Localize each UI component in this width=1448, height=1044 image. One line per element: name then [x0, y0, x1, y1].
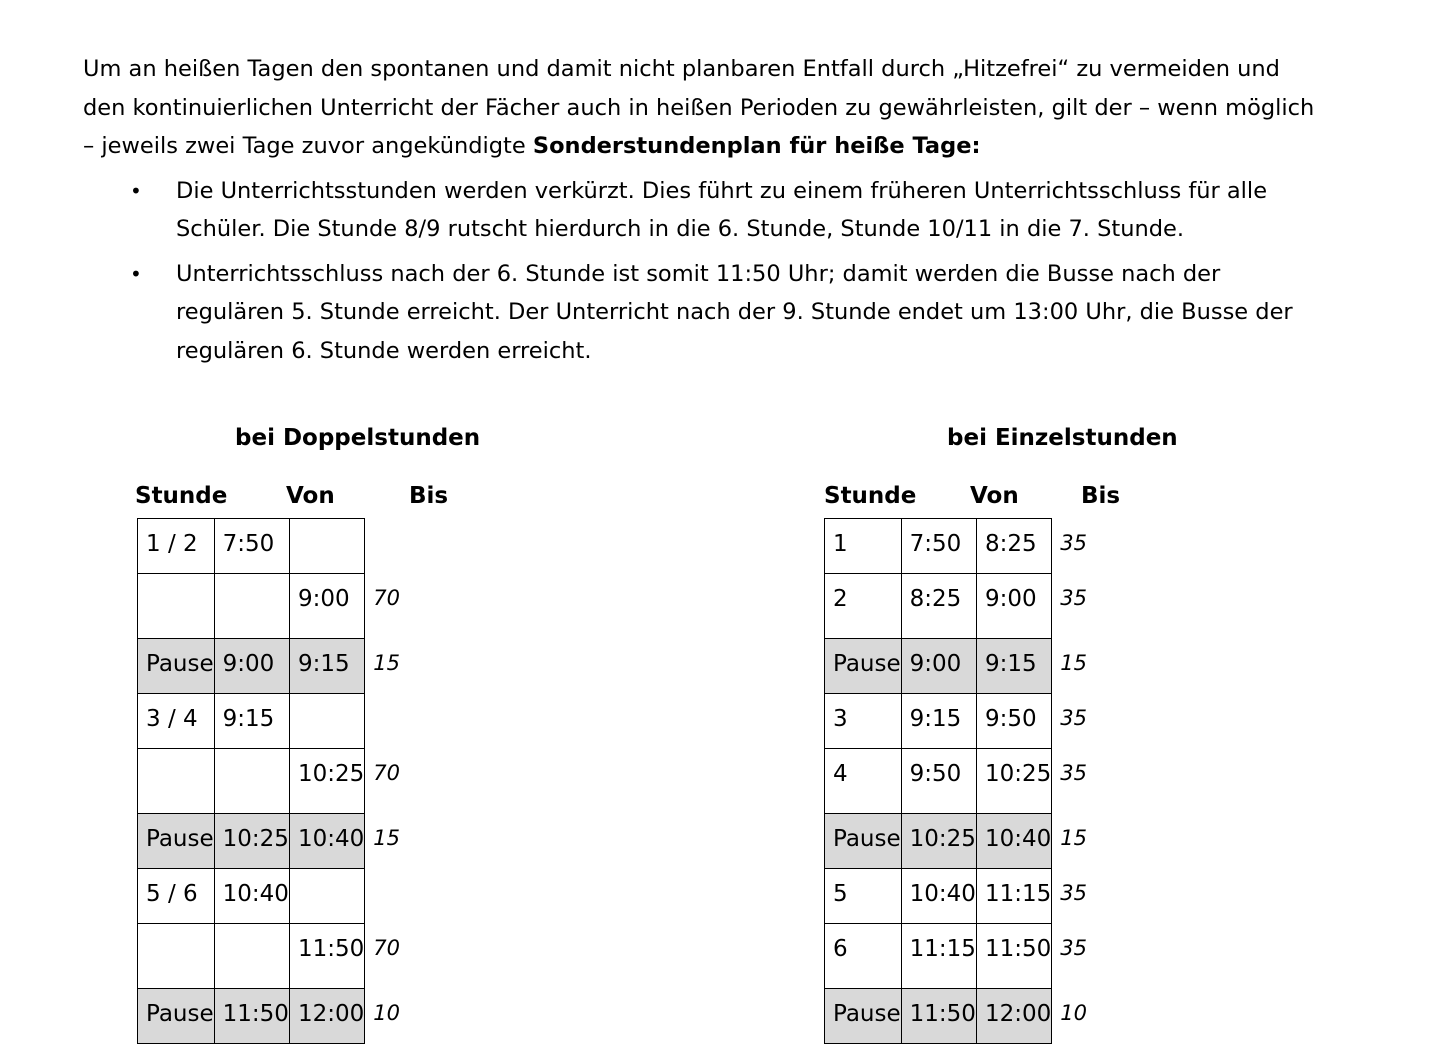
- stunde-cell: 2: [825, 574, 902, 639]
- column-header-von: Von: [970, 483, 1019, 509]
- minutes-cell: 35: [1052, 694, 1088, 749]
- stunde-cell: 3: [825, 694, 902, 749]
- stunde-cell: Pause: [138, 989, 215, 1044]
- minutes-cell: 70: [365, 574, 401, 639]
- von-cell: [214, 924, 289, 989]
- bis-cell: [289, 519, 364, 574]
- bis-cell: [289, 869, 364, 924]
- minutes-cell: 35: [1052, 924, 1088, 989]
- intro-text: Um an heißen Tagen den spontanen und damit nicht planbaren Entfall durch „Hitzefrei“ zu vermeiden und den kontinuierlichen Unterricht der Fächer auch in heißen Perioden zu gewährleisten, gilt der – wenn möglich – jeweils zwei Tage zuvor angekündigte: [83, 56, 1315, 159]
- minutes-cell: 70: [365, 924, 401, 989]
- von-cell: 7:50: [214, 519, 289, 574]
- table-row: [825, 519, 1088, 574]
- table-row: [138, 869, 401, 924]
- stunde-cell: 1 / 2: [138, 519, 215, 574]
- bullet-list: [83, 172, 1323, 371]
- von-cell: 8:25: [901, 574, 976, 639]
- bis-cell: 10:40: [976, 814, 1051, 869]
- bullet-icon: •: [130, 178, 142, 203]
- stunde-cell: 5: [825, 869, 902, 924]
- table-row: [138, 924, 401, 989]
- stunde-cell: 3 / 4: [138, 694, 215, 749]
- minutes-cell: 35: [1052, 869, 1088, 924]
- table-row: [825, 749, 1088, 814]
- bis-cell: 9:00: [976, 574, 1051, 639]
- bis-cell: 8:25: [976, 519, 1051, 574]
- stunde-cell: Pause: [138, 639, 215, 694]
- bullet-text: Unterrichtsschluss nach der 6. Stunde ist somit 11:50 Uhr; damit werden die Busse nach der regulären 5. Stunde erreicht. Der Unterricht nach der 9. Stunde endet um 13:00 Uhr, die Busse der regulären 6. Stunde werden erreicht.: [176, 260, 1293, 364]
- intro-bold-text: Sonderstundenplan für heiße Tage:: [532, 133, 981, 159]
- pause-row: [825, 989, 1088, 1044]
- von-cell: 9:00: [214, 639, 289, 694]
- column-header-bis: Bis: [1081, 483, 1121, 509]
- bullet-item: [83, 172, 1323, 249]
- minutes-cell: 35: [1052, 749, 1088, 814]
- bis-cell: 11:15: [976, 869, 1051, 924]
- table-row: [138, 574, 401, 639]
- bis-cell: 11:50: [976, 924, 1051, 989]
- minutes-cell: 15: [1052, 814, 1088, 869]
- column-header-stunde: Stunde: [824, 483, 917, 509]
- table-row: [825, 574, 1088, 639]
- von-cell: [214, 749, 289, 814]
- doppelstunden-table: [137, 518, 401, 1044]
- minutes-cell: 70: [365, 749, 401, 814]
- bullet-item: [83, 255, 1323, 371]
- minutes-cell: 15: [365, 814, 401, 869]
- stunde-cell: 6: [825, 924, 902, 989]
- von-cell: 9:15: [214, 694, 289, 749]
- table-row: [138, 749, 401, 814]
- bis-cell: 12:00: [289, 989, 364, 1044]
- pause-row: [138, 814, 401, 869]
- column-header-stunde: Stunde: [135, 483, 228, 509]
- table-row: [825, 694, 1088, 749]
- von-cell: 10:40: [214, 869, 289, 924]
- von-cell: 9:50: [901, 749, 976, 814]
- bis-cell: 10:25: [289, 749, 364, 814]
- von-cell: 11:15: [901, 924, 976, 989]
- von-cell: 7:50: [901, 519, 976, 574]
- minutes-cell: 15: [1052, 639, 1088, 694]
- table-row: [138, 519, 401, 574]
- von-cell: [214, 574, 289, 639]
- bis-cell: 9:15: [289, 639, 364, 694]
- von-cell: 9:15: [901, 694, 976, 749]
- minutes-cell: 15: [365, 639, 401, 694]
- minutes-cell: 35: [1052, 574, 1088, 639]
- einzelstunden-title: bei Einzelstunden: [947, 425, 1178, 451]
- minutes-cell: 10: [1052, 989, 1088, 1044]
- minutes-cell: 35: [1052, 519, 1088, 574]
- bullet-text: Die Unterrichtsstunden werden verkürzt. Dies führt zu einem früheren Unterrichtsschluss für alle Schüler. Die Stunde 8/9 rutscht hierdurch in die 6. Stunde, Stunde 10/11 in die 7. Stunde.: [176, 177, 1268, 242]
- table-row: [138, 694, 401, 749]
- document-body: [83, 50, 1323, 376]
- column-header-von: Von: [286, 483, 335, 509]
- pause-row: [825, 639, 1088, 694]
- intro-paragraph: [83, 50, 1323, 166]
- minutes-cell: [365, 519, 401, 574]
- von-cell: 11:50: [214, 989, 289, 1044]
- von-cell: 10:40: [901, 869, 976, 924]
- bis-cell: 12:00: [976, 989, 1051, 1044]
- minutes-cell: 10: [365, 989, 401, 1044]
- minutes-cell: [365, 694, 401, 749]
- stunde-cell: [138, 749, 215, 814]
- pause-row: [138, 639, 401, 694]
- table-row: [825, 869, 1088, 924]
- bis-cell: [289, 694, 364, 749]
- von-cell: 10:25: [214, 814, 289, 869]
- stunde-cell: Pause: [825, 639, 902, 694]
- pause-row: [825, 814, 1088, 869]
- stunde-cell: 5 / 6: [138, 869, 215, 924]
- bis-cell: 10:25: [976, 749, 1051, 814]
- bis-cell: 9:15: [976, 639, 1051, 694]
- bis-cell: 10:40: [289, 814, 364, 869]
- von-cell: 9:00: [901, 639, 976, 694]
- table-row: [825, 924, 1088, 989]
- stunde-cell: 4: [825, 749, 902, 814]
- stunde-cell: 1: [825, 519, 902, 574]
- bis-cell: 9:00: [289, 574, 364, 639]
- stunde-cell: Pause: [825, 989, 902, 1044]
- bis-cell: 9:50: [976, 694, 1051, 749]
- bullet-icon: •: [130, 261, 142, 286]
- pause-row: [138, 989, 401, 1044]
- minutes-cell: [365, 869, 401, 924]
- bis-cell: 11:50: [289, 924, 364, 989]
- stunde-cell: [138, 924, 215, 989]
- stunde-cell: Pause: [138, 814, 215, 869]
- von-cell: 10:25: [901, 814, 976, 869]
- doppelstunden-title: bei Doppelstunden: [235, 425, 481, 451]
- einzelstunden-table: [824, 518, 1088, 1044]
- stunde-cell: [138, 574, 215, 639]
- von-cell: 11:50: [901, 989, 976, 1044]
- column-header-bis: Bis: [409, 483, 449, 509]
- stunde-cell: Pause: [825, 814, 902, 869]
